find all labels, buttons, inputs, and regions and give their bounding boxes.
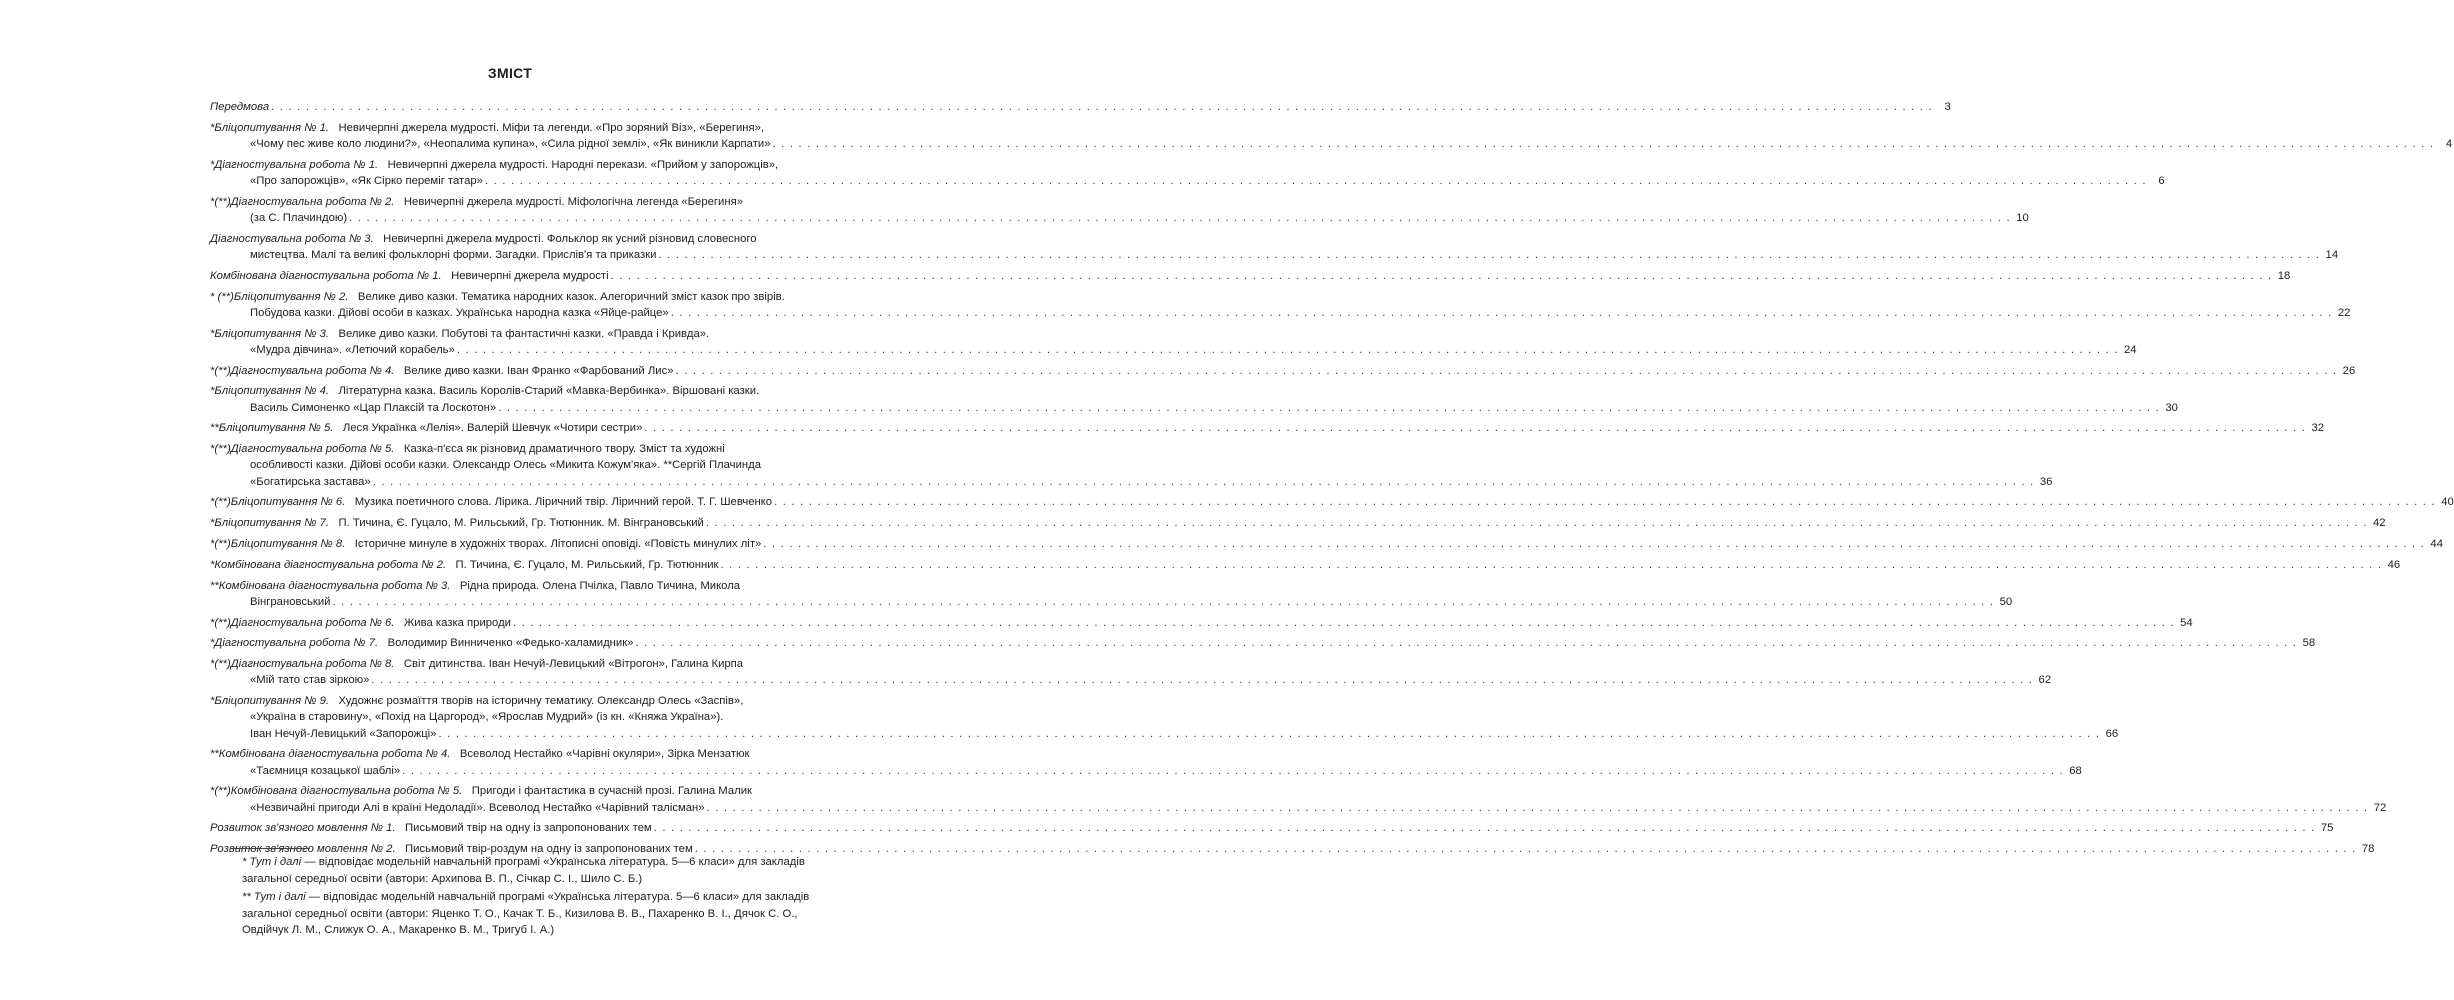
toc-entry-label: *Діагностувальна робота № 7.	[210, 637, 379, 650]
toc-entry-row	[210, 494, 2454, 510]
toc-entry-label: *Бліцопитування № 3.	[210, 327, 330, 340]
toc-entry-line	[210, 157, 810, 173]
toc-entry-line	[210, 709, 810, 725]
toc-entry-text	[210, 99, 269, 115]
toc-entry-label: *Бліцопитування № 1.	[210, 121, 330, 134]
toc-entry-title: Літературна казка. Василь Королів-Старий «Мавка-Вербинка». Віршовані казки.	[338, 385, 760, 398]
toc-entry-label: * (**)Бліцопитування № 2.	[210, 290, 349, 303]
toc-entry-line	[210, 231, 810, 247]
dot-leader	[438, 726, 2100, 742]
toc-entry-title: Музика поетичного слова. Лірика. Ліричний твір. Ліричний герой. Т. Г. Шевченко	[354, 496, 773, 509]
toc-entry-title: Невичерпні джерела мудрості	[451, 269, 609, 282]
toc-entry-title: Світ дитинства. Іван Нечуй-Левицький «Вітрогон», Галина Кирпа	[403, 658, 744, 671]
page-number: 6	[2158, 175, 2165, 187]
footnotes	[230, 848, 820, 941]
toc-entry-row	[210, 763, 2082, 779]
toc-entry-row	[210, 247, 2339, 263]
toc-entry-text	[210, 515, 704, 531]
dot-leader	[349, 210, 2011, 226]
toc-entry-line	[210, 194, 810, 210]
toc-entry-title: Велике диво казки. Побутові та фантастичні казки. «Правда і Кривда».	[338, 327, 710, 340]
dot-leader	[485, 173, 2147, 189]
toc-entry-row	[210, 594, 2013, 610]
toc-entry-row	[210, 726, 2119, 742]
toc-entry-line	[210, 383, 810, 399]
toc-entry-text	[210, 635, 633, 651]
page-number: 4	[2445, 138, 2453, 150]
toc-entry-text	[210, 557, 718, 573]
page-number: 44	[2430, 537, 2443, 550]
toc-entry-title: Пригоди і фантастика в сучасній прозі. Галина Малик	[471, 785, 752, 798]
page-number: 36	[2039, 475, 2053, 488]
footnote-marker: * Тут і далі	[242, 856, 302, 868]
toc-entry-label: *Бліцопитування № 9.	[210, 695, 330, 708]
toc-entry-text	[210, 494, 772, 510]
toc-entry-line	[210, 326, 810, 342]
toc-entry[interactable]	[210, 268, 2291, 284]
page-number: 40	[2441, 496, 2454, 509]
toc-entry[interactable]	[210, 120, 2453, 152]
toc-entry-label: Розвиток зв'язного мовлення № 1.	[210, 822, 396, 835]
toc-entry-line	[210, 578, 810, 594]
toc-entry[interactable]	[210, 363, 2356, 379]
toc-entry[interactable]	[210, 656, 2052, 688]
footnote-list	[230, 854, 820, 939]
toc-entry-label: *(**)Бліцопитування № 6.	[210, 496, 346, 509]
toc-entry-label: **Комбінована діагностувальна робота № 4.	[210, 748, 451, 761]
toc-entry-text	[210, 420, 642, 436]
toc-entry-row	[210, 136, 2453, 152]
toc-entry-title: Леся Українка «Лелія». Валерій Шевчук «Чотири сестри»	[342, 422, 643, 435]
toc-entry-title: особливості казки. Дійові особи казки. Олександр Олесь «Микита Кожум'яка». **Сергій Плачинда	[250, 459, 761, 472]
toc-entry-title: Всеволод Нестайко «Чарівні окуляри», Зірка Мензатюк	[459, 748, 750, 761]
toc-entry-title: Василь Симоненко «Цар Плаксій та Лоскотон»	[250, 401, 497, 414]
toc-entry[interactable]	[210, 515, 2386, 531]
dot-leader	[457, 342, 2119, 358]
toc-entry-title: Художнє розмаїття творів на історичну тематику. Олександр Олесь «Заспів»,	[338, 695, 744, 708]
toc-entry-label: Розвиток зв'язного мовлення № 2.	[210, 843, 396, 856]
toc-entry-row	[210, 515, 2386, 531]
page-number: 66	[2105, 727, 2119, 740]
toc-entry-title: Історичне минуле в художніх творах. Літописні оповіді. «Повість минулих літ»	[354, 537, 762, 550]
toc-entry-title: «Таємниця козацької шаблі»	[250, 764, 401, 777]
toc-entry[interactable]	[210, 383, 2178, 415]
toc-entry-label: *(**)Діагностувальна робота № 8.	[210, 658, 395, 671]
toc-entry[interactable]	[210, 289, 2351, 321]
dot-leader	[720, 557, 2382, 573]
toc-entry-label: **Комбінована діагностувальна робота № 3.	[210, 579, 451, 592]
page-number: 58	[2302, 637, 2316, 650]
dot-leader	[707, 800, 2369, 816]
page-number: 50	[1999, 595, 2013, 608]
dot-leader	[332, 594, 1994, 610]
toc-entry-label: *(**)Діагностувальна робота № 2.	[210, 195, 395, 208]
toc-entry-title: Побудова казки. Дійові особи в казках. Українська народна казка «Яйце-райце»	[250, 306, 669, 319]
toc-entry-row	[210, 363, 2356, 379]
page-number: 3	[1944, 101, 1951, 113]
toc-entry-row	[210, 635, 2316, 651]
toc-entry-title: Невичерпні джерела мудрості. Міфи та легенди. «Про зоряний Віз», «Берегиня»,	[338, 121, 765, 134]
dot-leader	[671, 305, 2333, 321]
toc-entry-title: Велике диво казки. Тематика народних казок. Алегоричний зміст казок про звірів.	[357, 290, 785, 303]
dot-leader	[371, 672, 2033, 688]
dot-leader	[498, 400, 2160, 416]
toc-entry-label: Передмова	[210, 101, 270, 113]
toc-entry-title: Невичерпні джерела мудрості. Народні перекази. «Прийом у запорожців»,	[387, 158, 779, 171]
dot-leader	[373, 474, 2035, 490]
toc-entry-row	[210, 342, 2137, 358]
toc-entry-label: *(**)Діагностувальна робота № 4.	[210, 364, 395, 377]
toc-entry-row	[210, 210, 2029, 226]
page-number: 10	[2016, 212, 2029, 224]
toc-entry-row	[210, 615, 2193, 631]
toc-entry-row	[210, 420, 2325, 436]
toc-entry-title: Велике диво казки. Іван Франко «Фарбований Лис»	[403, 364, 674, 377]
toc-entry-line	[210, 746, 810, 762]
toc-entry-row	[210, 536, 2443, 552]
toc-entry-label: *Діагностувальна робота № 1.	[210, 158, 379, 171]
page-number: 75	[2320, 822, 2334, 835]
toc-entry-title: П. Тичина, Є. Гуцало, М. Рильський, Гр. Тютюнник. М. Вінграновський	[338, 517, 704, 530]
dot-leader	[763, 536, 2425, 552]
toc-entry[interactable]	[210, 99, 1951, 115]
dot-leader	[654, 820, 2316, 836]
toc-entry[interactable]	[210, 820, 2334, 836]
page-number: 54	[2180, 616, 2193, 629]
toc-entry-title: Невичерпні джерела мудрості. Міфологічна легенда «Берегиня»	[403, 195, 743, 208]
toc-entry-row	[210, 305, 2351, 321]
toc-entry-title: Іван Нечуй-Левицький «Запорожці»	[250, 727, 437, 740]
toc-entry-row	[210, 672, 2052, 688]
page-number: 72	[2373, 801, 2387, 814]
toc-entry-label: Комбінована діагностувальна робота № 1.	[210, 269, 442, 282]
toc-entry-text	[210, 536, 761, 552]
toc-entry[interactable]	[210, 157, 2165, 189]
dot-leader	[513, 615, 2175, 631]
toc-entry-row	[210, 400, 2178, 416]
toc-entry-title: Рідна природа. Олена Пчілка, Павло Тичина, Микола	[459, 579, 741, 592]
toc-entry-title: Невичерпні джерела мудрості. Фольклор як усний різновид словесного	[383, 232, 757, 245]
toc-entry[interactable]	[210, 783, 2387, 815]
page-number: 78	[2361, 843, 2375, 856]
toc-page	[210, 62, 2454, 862]
footnote	[230, 854, 820, 887]
footnote-text: — відповідає модельній навчальній програмі «Українська література. 5—6 класи» для закладів загальної середньої освіти (автори: Архипова В. П., Січкар С. І., Шило С. Б.)	[242, 856, 805, 885]
toc-entry-row	[210, 173, 2165, 189]
page-number: 32	[2311, 422, 2325, 435]
dot-leader	[635, 635, 2297, 651]
toc-entry[interactable]	[210, 578, 2013, 610]
page-number: 68	[2069, 764, 2082, 777]
toc-entry-title: Жива казка природи	[403, 616, 511, 629]
toc-entry-label: *Бліцопитування № 7.	[210, 517, 330, 530]
toc-entry-label: *Комбінована діагностувальна робота № 2.	[210, 558, 447, 571]
toc-entry-line	[210, 783, 810, 799]
toc-entry-label: *(**)Діагностувальна робота № 5.	[210, 443, 395, 456]
toc-entry[interactable]	[210, 441, 2053, 490]
page-number: 14	[2325, 249, 2339, 261]
toc-entry[interactable]	[210, 326, 2137, 358]
toc-entry-title: (за С. Плачиндою)	[250, 212, 348, 224]
toc-entry-title: Письмовий твір-роздум на одну із запропонованих тем	[405, 843, 693, 856]
page-number: 22	[2337, 306, 2351, 319]
page-title: ЗМІСТ	[487, 65, 533, 81]
toc-entry-label: *(**)Діагностувальна робота № 6.	[210, 616, 395, 629]
toc-entry-title: «Мудра дівчина». «Летючий корабель»	[250, 343, 455, 356]
toc-entry[interactable]	[210, 231, 2339, 263]
page-number: 42	[2372, 517, 2386, 530]
toc-entry-line	[210, 457, 810, 473]
toc-entry-title: Казка-п'єса як різновид драматичного твору. Зміст та художні	[403, 443, 725, 456]
toc-entry-title: «Чому пес живе коло людини?», «Неопалима купина», «Сила рідної землі», «Як виникли Карпати»	[250, 138, 771, 150]
footnote-divider	[230, 848, 310, 849]
toc-entry[interactable]	[210, 746, 2082, 778]
toc-entry-row	[210, 474, 2053, 490]
toc-entry-text	[210, 268, 609, 284]
footnote-marker: ** Тут і далі	[242, 891, 306, 904]
page-number: 46	[2387, 558, 2401, 571]
toc-entry-title: «Мій тато став зіркою»	[250, 674, 370, 687]
toc-entry-label: *(**)Комбінована діагностувальна робота № 5.	[210, 785, 463, 798]
dot-leader	[402, 763, 2064, 779]
toc-entry-label: *(**)Бліцопитування № 8.	[210, 537, 346, 550]
toc-entry-row	[210, 557, 2401, 573]
toc-entry-title: мистецтва. Малі та великі фольклорні форми. Загадки. Прислів'я та приказки	[250, 249, 657, 261]
toc-entry-title: «Україна в старовину», «Похід на Царгород», «Ярослав Мудрий» (із кн. «Княжа Україна»).	[250, 711, 724, 724]
dot-leader	[772, 136, 2434, 152]
page-number: 24	[2123, 343, 2137, 356]
dot-leader	[271, 99, 1933, 115]
toc-entry-label: **Бліцопитування № 5.	[210, 422, 334, 435]
toc-entry-text	[210, 363, 674, 379]
dot-leader	[658, 247, 2320, 263]
toc-entry-title: Володимир Винниченко «Федько-халамидник»	[387, 637, 634, 650]
toc-entry-row	[210, 820, 2334, 836]
toc-entry[interactable]	[210, 194, 2029, 226]
toc-entry-text	[210, 820, 652, 836]
toc-entry-title: П. Тичина, Є. Гуцало, М. Рильський, Гр. Тютюнник	[455, 558, 719, 571]
toc-entry-row	[210, 268, 2291, 284]
dot-leader	[706, 515, 2368, 531]
toc-entry-row	[210, 99, 1951, 115]
table-of-contents	[210, 99, 2454, 857]
toc-entry[interactable]	[210, 693, 2119, 742]
toc-entry-title: «Про запорожців», «Як Сірко переміг татар»	[250, 175, 483, 187]
dot-leader	[676, 363, 2338, 379]
toc-entry-line	[210, 289, 810, 305]
toc-entry-line	[210, 656, 810, 672]
toc-entry[interactable]	[210, 615, 2193, 631]
toc-entry-title: «Богатирська застава»	[250, 475, 371, 488]
toc-entry-row	[210, 800, 2387, 816]
footnote-text: — відповідає модельній навчальній програмі «Українська література. 5—6 класи» для закладів загальної середньої освіти (автори: Яценко Т. О., Качак Т. Б., Кизилова В. В., Пахаренко В. І., Дячок С. О., Овдійчук Л. М., Слижук О. А., Макаренко В. М., Тригуб І. А.)	[242, 891, 810, 937]
toc-entry-line	[210, 441, 810, 457]
dot-leader	[644, 420, 2306, 436]
toc-entry-line	[210, 693, 810, 709]
footnote	[230, 889, 820, 939]
page-number: 26	[2342, 364, 2356, 377]
toc-entry[interactable]	[210, 420, 2325, 436]
toc-entry-line	[210, 120, 810, 136]
toc-entry-title: Вінграновський	[250, 595, 331, 608]
toc-entry-label: *Бліцопитування № 4.	[210, 385, 330, 398]
toc-entry-title: Письмовий твір на одну із запропонованих тем	[405, 822, 652, 835]
page-number: 62	[2038, 674, 2052, 687]
toc-entry-text	[210, 615, 511, 631]
toc-entry[interactable]	[210, 635, 2316, 651]
toc-entry[interactable]	[210, 557, 2401, 573]
page-number: 30	[2165, 401, 2178, 414]
dot-leader	[774, 494, 2436, 510]
page-number: 18	[2277, 269, 2291, 282]
toc-entry-label: Діагностувальна робота № 3.	[210, 232, 374, 245]
toc-entry-title: «Незвичайні пригоди Алі в країні Недоладії». Всеволод Нестайко «Чарівний талісман»	[250, 801, 705, 814]
dot-leader	[611, 268, 2273, 284]
toc-entry[interactable]	[210, 494, 2454, 510]
dot-leader	[695, 841, 2357, 857]
toc-entry[interactable]	[210, 536, 2443, 552]
